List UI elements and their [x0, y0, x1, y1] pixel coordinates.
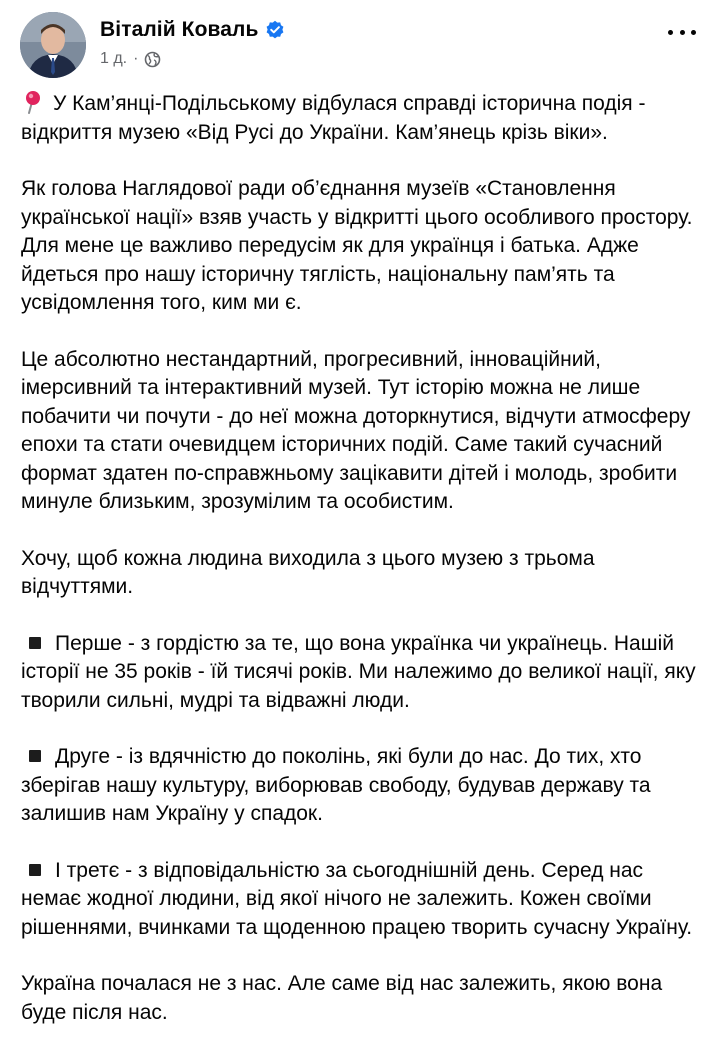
paragraph-text: Перше - з гордістю за те, що вона українка чи українець. Нашій історії не 35 років - їй тисячі років. Ми належимо до великої нації, яку творили сильні, мудрі та відважні люди.	[21, 631, 696, 712]
post-paragraph: Це абсолютно нестандартний, прогресивний, інноваційний, імерсивний та інтерактивний музей. Тут історію можна не лише побачити чи почути - до неї можна доторкнутися, відчути атмосферу епохи та стати очевидцем історичних подій. Саме такий сучасний формат здатен по-справжньому зацікавити дітей і молодь, зробити минуле близьким, зрозумілим та особистим.	[21, 347, 691, 513]
globe-icon[interactable]	[144, 51, 161, 68]
author-name[interactable]	[100, 18, 285, 42]
meta-separator: ·	[133, 50, 139, 67]
round-pushpin-icon	[21, 90, 43, 114]
paragraph-text: Друге - із вдячністю до поколінь, які були до нас. До тих, хто зберігав нашу культуру, виборював свободу, будував державу та залишив нам Україну у спадок.	[21, 745, 651, 825]
more-options-icon[interactable]	[668, 22, 696, 42]
post-header	[20, 12, 700, 78]
post-paragraph-bullet-3	[21, 857, 701, 943]
more-dot	[668, 30, 673, 35]
black-small-square-icon	[29, 637, 41, 649]
more-dot	[691, 30, 696, 35]
black-small-square-icon	[29, 864, 41, 876]
author-avatar[interactable]	[20, 12, 86, 78]
post-body	[21, 90, 701, 1055]
post-paragraph: Україна почалася не з нас. Але саме від нас залежить, якою вона буде після нас.	[21, 972, 663, 1024]
black-small-square-icon	[29, 750, 41, 762]
post-timestamp[interactable]: 1 д.	[100, 50, 128, 67]
post-meta	[100, 50, 161, 68]
more-dot	[680, 30, 685, 35]
post-paragraph-intro	[21, 90, 701, 147]
post-paragraph-bullet-2	[21, 743, 701, 829]
post-paragraph: Як голова Наглядової ради об’єднання музеїв «Становлення української нації» взяв участь у відкритті цього особливого простору. Для мене це важливо передусім як для українця і батька. Адже йдеться про нашу історичну тяглість, національну пам’ять та усвідомлення того, ким ми є.	[21, 177, 693, 314]
paragraph-text: І третє - з відповідальністю за сьогоднішній день. Серед нас немає жодної людини, від якої нічого не залежить. Кожен своїми рішеннями, вчинками та щоденною працею творить сучасну Україну.	[21, 858, 693, 939]
verified-badge-icon	[265, 20, 285, 40]
post-paragraph-bullet-1	[21, 630, 701, 716]
post-paragraph: Хочу, щоб кожна людина виходила з цього музею з трьома відчуттями.	[21, 546, 595, 598]
author-name-text[interactable]: Віталій Коваль	[100, 18, 259, 41]
paragraph-text: У Кам’янці-Подільському відбулася справді історична подія - відкриття музею «Від Русі до України. Кам’янець крізь віки».	[21, 92, 646, 144]
